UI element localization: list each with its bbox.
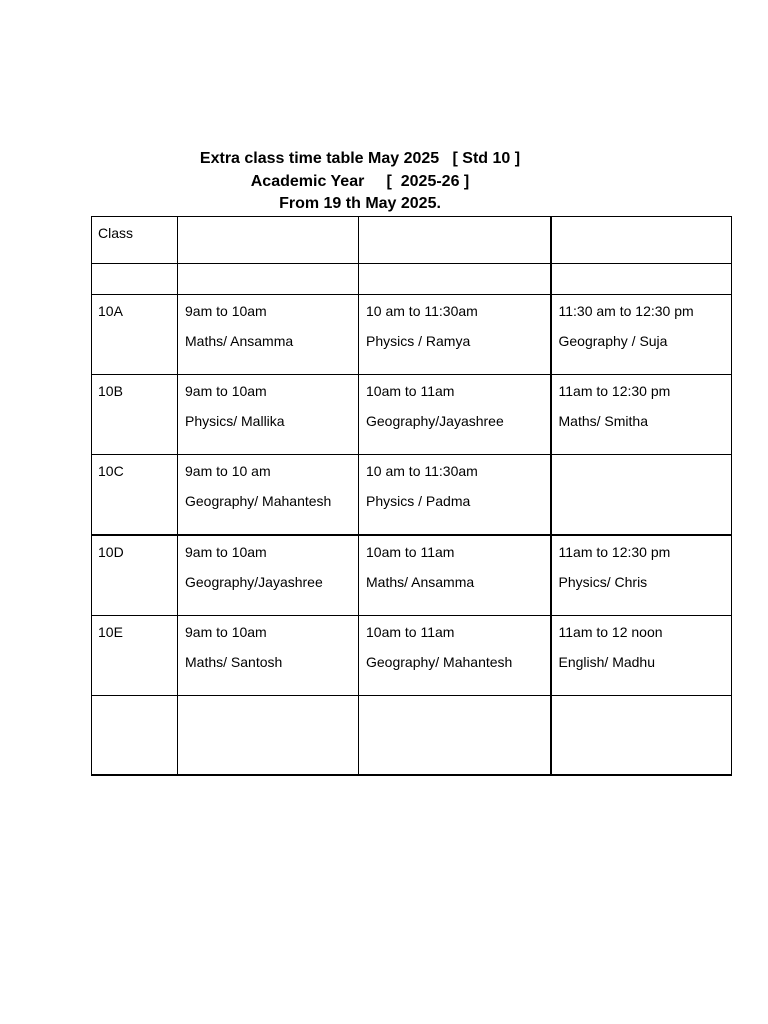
slot-cell <box>359 375 551 455</box>
slot-subject: Maths/ Smitha <box>558 413 648 429</box>
slot-time: 10 am to 11:30am <box>366 463 478 479</box>
slot-time: 10am to 11am <box>366 383 455 399</box>
heading-title: Extra class time table May 2025 [ Std 10 ] <box>199 150 521 167</box>
slot-subject: Geography/ Mahantesh <box>185 493 332 509</box>
slot-subject: Geography/ Mahantesh <box>366 654 513 670</box>
slot-time: 9am to 10am <box>185 383 267 399</box>
slot-cell <box>551 535 732 616</box>
slot-subject: English/ Madhu <box>558 654 656 670</box>
heading-academic-year: Academic Year [ 2025-26 ] <box>250 172 470 190</box>
header-cell <box>359 217 551 264</box>
table-cell <box>551 264 732 295</box>
slot-subject: Maths/ Ansamma <box>366 574 475 590</box>
slot-subject: Geography/Jayashree <box>185 574 323 590</box>
slot-subject: Physics/ Chris <box>558 574 648 590</box>
header-cell <box>551 217 732 264</box>
slot-cell <box>359 616 551 696</box>
slot-cell <box>359 535 551 616</box>
slot-time: 10am to 11am <box>366 624 455 640</box>
class-cell <box>92 535 178 616</box>
slot-time: 11am to 12 noon <box>558 624 663 640</box>
slot-cell <box>551 616 732 696</box>
class-label: 10D <box>98 544 124 560</box>
header-cell-class <box>92 217 178 264</box>
table-cell <box>359 696 551 776</box>
slot-cell <box>178 535 359 616</box>
slot-time: 10 am to 11:30am <box>366 303 478 319</box>
slot-cell <box>178 455 359 536</box>
slot-time: 9am to 10am <box>185 624 267 640</box>
slot-time: 9am to 10am <box>185 303 267 319</box>
class-cell <box>92 295 178 375</box>
table-header-row <box>92 217 732 264</box>
header-cell <box>178 217 359 264</box>
table-blank-row <box>92 264 732 295</box>
slot-time: 9am to 10 am <box>185 463 271 479</box>
slot-cell <box>178 295 359 375</box>
class-cell <box>92 455 178 536</box>
slot-time: 11:30 am to 12:30 pm <box>558 303 694 319</box>
table-row <box>92 295 732 375</box>
table-row <box>92 375 732 455</box>
class-cell <box>92 616 178 696</box>
document-heading <box>100 148 620 216</box>
table-row <box>92 535 732 616</box>
header-class-label: Class <box>98 225 134 241</box>
table-cell <box>178 696 359 776</box>
class-label: 10E <box>98 624 123 640</box>
table-cell <box>92 696 178 776</box>
table-row <box>92 616 732 696</box>
table-empty-row <box>92 696 732 776</box>
table-row <box>92 455 732 536</box>
slot-subject: Physics / Ramya <box>366 333 471 349</box>
slot-time: 11am to 12:30 pm <box>558 383 671 399</box>
slot-cell <box>359 295 551 375</box>
class-cell <box>92 375 178 455</box>
slot-time: 11am to 12:30 pm <box>558 544 671 560</box>
heading-start-date: From 19 th May 2025. <box>279 195 441 212</box>
slot-time: 10am to 11am <box>366 544 455 560</box>
slot-subject: Geography/Jayashree <box>366 413 504 429</box>
slot-subject: Geography / Suja <box>558 333 668 349</box>
slot-subject: Physics/ Mallika <box>185 413 285 429</box>
class-label: 10C <box>98 463 124 479</box>
slot-subject: Physics / Padma <box>366 493 471 509</box>
table-cell <box>551 696 732 776</box>
slot-cell <box>178 616 359 696</box>
slot-subject: Maths/ Ansamma <box>185 333 294 349</box>
slot-cell <box>178 375 359 455</box>
class-label: 10B <box>98 383 123 399</box>
slot-cell <box>359 455 551 536</box>
table-cell <box>92 264 178 295</box>
table-cell <box>178 264 359 295</box>
timetable <box>91 216 732 776</box>
slot-subject: Maths/ Santosh <box>185 654 283 670</box>
slot-cell <box>551 455 732 536</box>
slot-cell <box>551 375 732 455</box>
table-cell <box>359 264 551 295</box>
class-label: 10A <box>98 303 123 319</box>
slot-time: 9am to 10am <box>185 544 267 560</box>
slot-cell <box>551 295 732 375</box>
